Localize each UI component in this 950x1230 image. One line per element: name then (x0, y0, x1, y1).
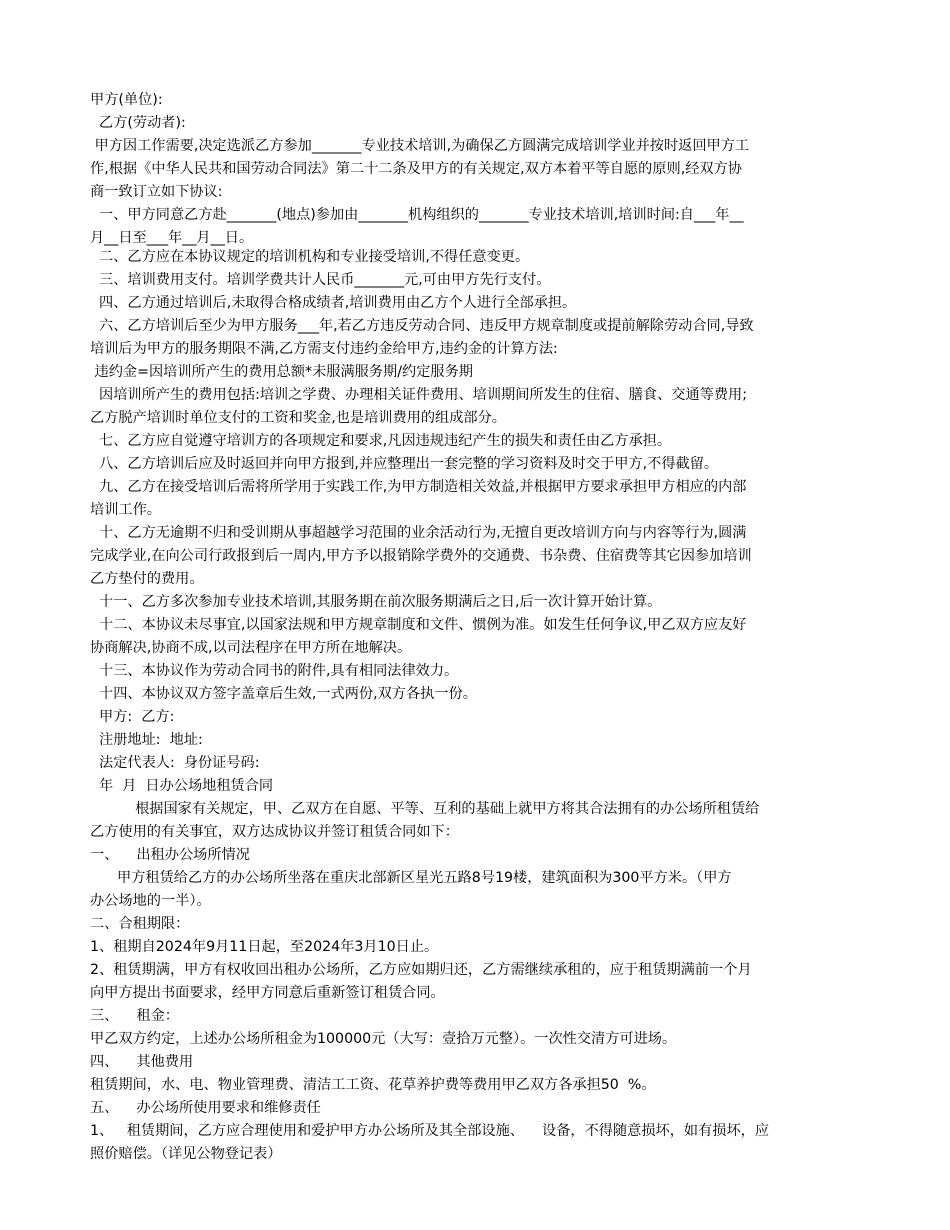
doc-line: 1、租期自2024年9月11日起，至2024年3月10日止。 (90, 939, 439, 955)
doc-line: 根据国家有关规定，甲、乙双方在自愿、平等、互利的基础上就甲方将其合法拥有的办公场所租赁给 (90, 801, 760, 817)
doc-line: 十三、本协议作为劳动合同书的附件,具有相同法律效力。 (90, 663, 459, 679)
doc-line: 甲方租赁给乙方的办公场所坐落在重庆北部新区星光五路8号19楼，建筑面积为300平方米。（甲方 (90, 870, 732, 886)
doc-line: 乙方(劳动者): (90, 115, 186, 131)
doc-line: 协商解决,协商不成,以司法程序在甲方所在地解决。 (90, 640, 412, 656)
doc-line: 租赁期间，水、电、物业管理费、清洁工工资、花草养护费等费用甲乙双方各承担50 %。 (90, 1077, 656, 1093)
doc-line: 甲乙双方约定，上述办公场所租金为100000元（大写：壹拾万元整）。一次性交清方可进场。 (90, 1031, 677, 1047)
doc-line: 四、乙方通过培训后,未取得合格成绩者,培训费用由乙方个人进行全部承担。 (90, 295, 577, 311)
doc-line: 十、乙方无逾期不归和受训期从事超越学习范围的业余活动行为,无擅自更改培训方向与内容等行为,圆满 (90, 525, 747, 541)
doc-line: 三、培训费用支付。培训学费共计人民币_______元,可由甲方先行支付。 (90, 272, 551, 288)
doc-line: 向甲方提出书面要求，经甲方同意后重新签订租赁合同。 (90, 985, 445, 1001)
doc-line: 七、乙方应自觉遵守培训方的各项规定和要求,凡因违规违纪产生的损失和责任由乙方承担。 (90, 433, 672, 449)
doc-line: 乙方垫付的费用。 (90, 571, 204, 587)
doc-line: 十四、本协议双方签字盖章后生效,一式两份,双方各执一份。 (90, 686, 477, 702)
doc-line: 乙方脱产培训时单位支付的工资和奖金,也是培训费用的组成部分。 (90, 410, 506, 426)
doc-line: 年 月 日办公场地租赁合同 (90, 778, 274, 794)
doc-line: 商一致订立如下协议: (90, 184, 223, 200)
doc-line: 二、乙方应在本协议规定的培训机构和专业接受培训,不得任意变更。 (90, 249, 530, 265)
doc-line: 培训工作。 (90, 502, 161, 518)
doc-line: 完成学业,在向公司行政报到后一周内,甲方予以报销除学费外的交通费、书杂费、住宿费等其它因参加培训 (90, 548, 752, 564)
doc-line: 一、 出租办公场所情况 (90, 847, 250, 863)
doc-line: 因培训所产生的费用包括:培训之学费、办理相关证件费用、培训期间所发生的住宿、膳食、交通等费用; (90, 387, 748, 403)
doc-line: 甲方(单位): (90, 92, 163, 108)
doc-line: 八、乙方培训后应及时返回并向甲方报到,并应整理出一套完整的学习资料及时交于甲方,不得截留。 (90, 456, 719, 472)
doc-line: 四、 其他费用 (90, 1054, 194, 1070)
doc-line: 一、甲方同意乙方赴_______(地点)参加由_______机构组织的_______专业技术培训,培训时间:自___年__ (90, 207, 744, 223)
doc-line: 六、乙方培训后至少为甲方服务___年,若乙方违反劳动合同、违反甲方规章制度或提前解除劳动合同,导致 (90, 318, 754, 334)
doc-line: 法定代表人: 身份证号码: (90, 755, 260, 771)
doc-line: 二、合租期限： (90, 916, 190, 932)
doc-line: 甲方: 乙方: (90, 709, 175, 725)
doc-line: 九、乙方在接受培训后需将所学用于实践工作,为甲方制造相关效益,并根据甲方要求承担甲方相应的内部 (90, 479, 747, 495)
doc-line: 2、租赁期满，甲方有权收回出租办公场所，乙方应如期归还，乙方需继续承租的，应于租赁期满前一个月 (90, 962, 752, 978)
doc-line: 办公场地的一半）。 (90, 893, 211, 909)
doc-line: 甲方因工作需要,决定选派乙方参加_______专业技术培训,为确保乙方圆满完成培训学业并按时返回甲方工 (90, 138, 750, 154)
doc-line: 五、 办公场所使用要求和维修责任 (90, 1100, 321, 1116)
doc-line: 培训后为甲方的服务期限不满,乙方需支付违约金给甲方,违约金的计算方法: (90, 341, 558, 357)
doc-line: 十一、乙方多次参加专业技术培训,其服务期在前次服务期满后之日,后一次计算开始计算。 (90, 594, 662, 610)
doc-line: 月__日至___年__月__日。 (90, 230, 254, 246)
doc-line: 乙方使用的有关事宜，双方达成协议并签订租赁合同如下： (90, 824, 459, 840)
doc-line: 1、 租赁期间，乙方应合理使用和爱护甲方办公场所及其全部设施、 设备，不得随意损坏，如有损坏，应 (90, 1123, 770, 1139)
doc-line: 十二、本协议未尽事宜,以国家法规和甲方规章制度和文件、惯例为准。如发生任何争议,甲乙双方应友好 (90, 617, 747, 633)
doc-line: 照价赔偿。（详见公物登记表） (90, 1146, 282, 1162)
doc-line: 作,根据《中华人民共和国劳动合同法》第二十二条及甲方的有关规定,双方本着平等自愿的原则,经双方协 (90, 161, 742, 177)
doc-line: 注册地址: 地址: (90, 732, 203, 748)
doc-line: 违约金=因培训所产生的费用总额*未服满服务期/约定服务期 (90, 364, 473, 380)
doc-line: 三、 租金： (90, 1008, 179, 1024)
